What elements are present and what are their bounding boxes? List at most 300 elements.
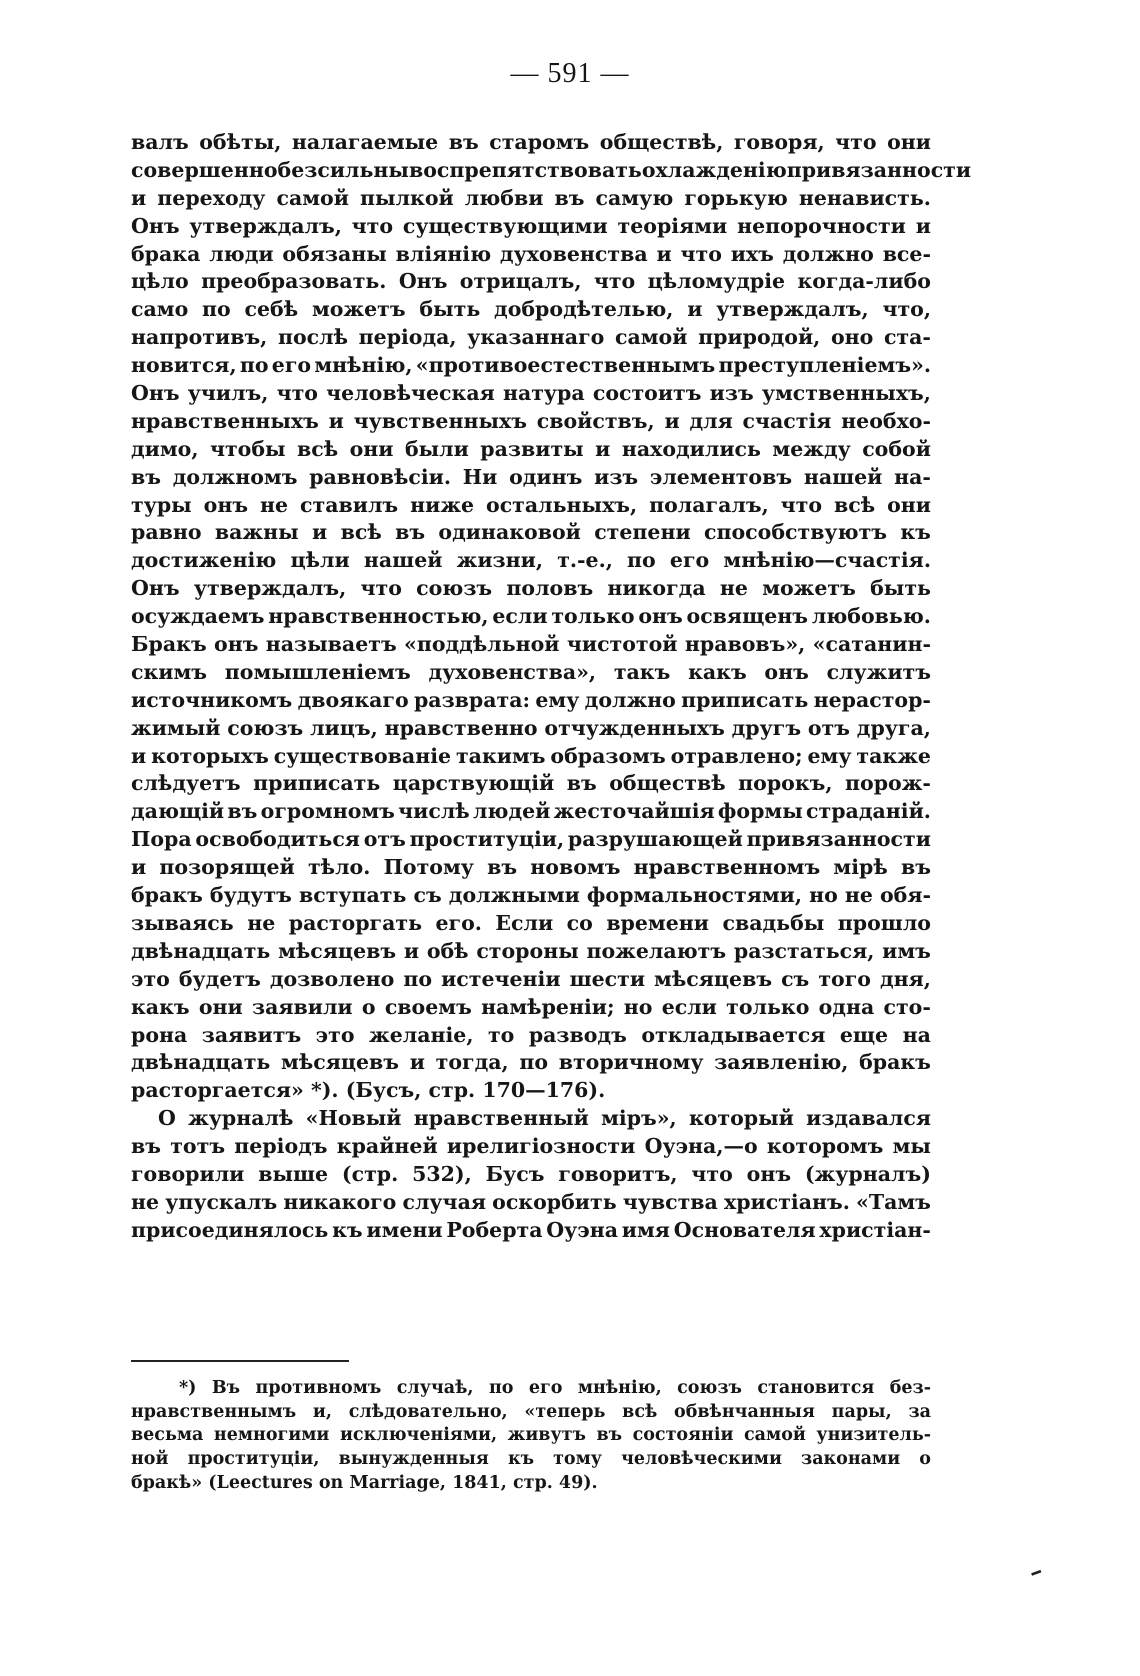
text-line [131,1078,931,1106]
word: помышленіемъ [224,659,411,684]
word: «поддѣльной [404,632,560,657]
word: скимъ [131,659,208,684]
word: желаніе, [369,1022,474,1047]
word: что [360,576,402,601]
word: образомъ [550,743,666,768]
word: обѣ [426,938,469,963]
word: мы [892,1134,931,1159]
word: on [318,1472,344,1493]
text-line [131,1134,931,1162]
word: откладывается [641,1022,826,1047]
word: двѣнадцать [131,1050,271,1075]
word: по [202,297,231,322]
word: ненависть. [798,185,931,210]
word: упускалъ [165,1189,278,1214]
word: отравлено; [670,743,803,768]
word: ста- [883,325,931,350]
word: (Leectures [208,1472,313,1493]
word: преобразовать. [201,269,387,294]
word: горькую [684,185,788,210]
text-line [131,604,931,632]
word: Оуэна,—о [644,1134,758,1159]
word: христіан- [819,1217,931,1242]
word: утверждалъ, [189,213,342,238]
word: что [680,241,722,266]
word: мнѣнію, [577,1378,662,1398]
word: заявитъ [201,1022,302,1047]
text-line [131,995,931,1023]
word: Онъ [131,576,180,601]
word: свадьбы [722,910,825,935]
word: приписать [253,771,381,796]
word: какъ [131,994,190,1019]
word: жесточайшія [553,799,715,824]
word: обязаны [282,241,387,266]
word: безсильны [277,157,409,182]
word: изъ [709,381,754,406]
word: по [403,966,433,991]
word: говорили [131,1161,245,1186]
text-line [131,716,931,744]
word: (журналъ) [804,1161,931,1186]
word: въ [131,464,161,489]
word: отъ [807,715,850,740]
word: любви [464,185,544,210]
word: въ [596,1425,623,1446]
word: но [623,994,653,1019]
word: періодъ [234,1134,328,1159]
word: и [656,241,672,266]
word: развиты [480,436,584,461]
word: мнѣнію—счастія. [723,548,931,573]
footnote-line [131,1402,931,1426]
word: старомъ [489,130,590,154]
word: нашей [803,464,883,489]
word: человѣческими [621,1449,782,1470]
word: только [551,604,635,629]
word: Роберта [446,1217,543,1242]
word: его [271,353,312,378]
word: нравовъ», [684,632,806,657]
word: и [131,743,147,768]
word: будутъ [209,883,292,908]
text-line [131,1050,931,1078]
text-line [131,827,931,855]
word: это [315,1022,355,1047]
word: мнѣнію, [314,353,413,378]
word: стр. [428,1078,476,1103]
word: страданій. [806,799,931,824]
word: обществѣ, [599,130,724,154]
word: любовью. [811,604,931,629]
word: лицъ, [310,715,378,740]
word: расторгать [288,910,423,935]
word: нравственно [384,715,538,740]
word: его [669,548,710,573]
word: онъ [764,659,809,684]
word: должно [782,241,874,266]
word: ниже [410,492,475,517]
word: шести [569,966,646,991]
word: это [131,966,170,991]
word: крайней [336,1134,438,1159]
word: стороны [476,938,579,963]
word: освященъ [686,604,809,629]
word: напротивъ, [131,325,268,350]
word: и [409,1050,425,1075]
word: союзъ [227,715,304,740]
word: въ [566,771,597,796]
word: весьма [131,1425,204,1446]
word: одинаковой [438,520,581,545]
word: ему [535,687,580,712]
word: не [260,492,289,517]
word: онъ [214,632,259,657]
word: на- [894,464,931,489]
text-line [131,409,931,437]
word: присоединялось [131,1217,329,1242]
word: зываясь [131,910,234,935]
word: формы [717,799,803,824]
word: что [276,381,318,406]
word: «Тамъ [856,1189,931,1214]
word: Бракъ [131,632,207,657]
word: цѣло [131,269,189,294]
word: состояніи [632,1425,734,1446]
word: нравственномъ [633,855,821,880]
word: которыхъ [151,743,269,768]
word: можетъ [311,297,406,322]
word: въ [487,855,518,880]
word: рона [131,1022,188,1047]
text-line [131,297,931,325]
word: быть [870,576,931,601]
word: между [772,436,851,461]
word: само [131,297,189,322]
word: въ [900,855,931,880]
word: бракъ [131,883,203,908]
word: другъ [731,715,802,740]
word: необхо- [841,408,931,433]
word: отъ [363,827,406,852]
word: заявили [252,994,353,1019]
word: и [131,185,147,210]
word: *) [179,1378,197,1398]
word: жимый [131,715,221,740]
word: ихъ [730,241,774,266]
word: димо, [131,436,199,461]
word: О [158,1106,176,1131]
word: можетъ [762,576,856,601]
word: царствующій [392,771,555,796]
word: заявленію, [714,1050,849,1075]
text-line [131,437,931,465]
word: самую [595,185,674,210]
word: и [915,213,931,238]
word: оно [830,325,874,350]
word: одинъ [509,464,583,489]
word: времени [606,910,709,935]
word: исключеніями, [339,1425,498,1446]
text-line [131,939,931,967]
word: имъ [882,938,931,963]
word: тотъ [170,1134,226,1159]
word: своемъ [384,994,472,1019]
word: разстаться, [733,938,875,963]
word: достиженію [131,548,277,573]
text-line [131,632,931,660]
footnote-line [131,1425,931,1449]
word: что [691,1161,733,1186]
word: Онъ [131,381,180,406]
word: Пора [131,827,192,852]
word: на [902,1022,931,1047]
word: находились [621,436,761,461]
footnote-divider [131,1360,349,1362]
word: бракѣ» [131,1472,203,1493]
word: элементовъ [649,464,793,489]
word: къ [507,1449,534,1470]
word: т.-е., [557,548,613,573]
word: чувства [622,1189,718,1214]
word: мѣсяцевъ [281,1050,400,1075]
word: нерастор- [813,687,931,712]
word: для [689,408,733,433]
word: Оуэна [546,1217,619,1242]
word: законами [801,1449,901,1470]
word: тому [553,1449,603,1470]
text-line [131,242,931,270]
word: цѣломудріе [647,269,786,294]
word: вторичному [558,1050,704,1075]
word: если [492,604,548,629]
word: равно [131,520,202,545]
word: Бусъ [485,1161,545,1186]
word: обѣты, [199,130,282,154]
word: въ [395,520,426,545]
word: самой [744,1425,806,1446]
ink-mark: ━ [1028,1562,1045,1584]
word: служитъ [826,659,931,684]
word: онъ [203,492,249,517]
word: онъ [746,1161,792,1186]
word: степени [594,520,691,545]
word: добродѣтелью, [494,297,674,322]
word: быть [419,297,481,322]
word: съ [781,966,810,991]
word: осуждаемъ [131,604,265,629]
word: не [719,576,748,601]
word: то [487,1022,515,1047]
word: разрушающей [567,827,743,852]
word: всѣ [622,1401,658,1422]
word: намѣреніи; [481,994,615,1019]
text-line [131,214,931,242]
word: половъ [506,576,594,601]
footnote [131,1378,931,1496]
word: Marriage, [349,1472,446,1493]
word: непорочности [737,213,906,238]
text-line [131,1190,931,1218]
word: имени [366,1217,443,1242]
text-line [131,660,931,688]
word: что [351,213,394,238]
word: охлажденію [641,157,787,182]
word: должномъ [172,464,298,489]
word: прошло [837,910,931,935]
word: къ [900,520,931,545]
word: его. [435,910,482,935]
word: со [566,910,593,935]
word: порокъ, [738,771,833,796]
word: говоритъ, [558,1161,678,1186]
word: всѣ [340,520,382,545]
word: огромномъ [260,799,395,824]
word: и [403,938,420,963]
word: его [528,1378,563,1398]
word: люди [209,241,274,266]
word: нашей [363,548,443,573]
word: тѣло. [307,855,371,880]
word: цѣли [290,548,350,573]
word: себѣ [244,297,299,322]
word: по [239,353,269,378]
word: (Бусъ, [345,1078,422,1103]
word: самой [276,185,349,210]
word: Основателя [673,1217,816,1242]
footnote-line [131,1449,931,1473]
word: счастія [742,408,832,433]
word: нравственнымъ [131,1401,297,1422]
word: за [908,1401,931,1422]
word: расторгается» [131,1078,304,1103]
word: обвѣнчанныя [674,1401,815,1422]
word: и [664,408,680,433]
word: 532), [412,1161,472,1186]
word: существующими [402,213,608,238]
word: вліянію [395,241,492,266]
word: истеченіи [441,966,561,991]
word: самой [614,325,688,350]
word: Потому [383,855,474,880]
word: они [349,436,394,461]
word: вступать [298,883,407,908]
word: должно [584,687,676,712]
word: валъ [131,130,189,154]
word: туры [131,492,192,517]
word: къ [332,1217,363,1242]
word: христіанъ. [723,1189,850,1214]
word: и [328,408,344,433]
word: чувственныхъ [353,408,527,433]
word: 1841, [452,1472,507,1493]
word: проституціи, [409,827,565,852]
word: слѣдуетъ [131,771,241,796]
word: новится, [131,353,237,378]
word: налагаемые [291,130,439,154]
word: о [361,994,376,1019]
word: что [593,269,636,294]
text-line [131,883,931,911]
word: чистотой [566,632,678,657]
word: формальностями, [586,883,803,908]
word: случая [402,1189,486,1214]
word: союзъ [416,576,493,601]
word: будетъ [178,966,261,991]
word: 170—176). [482,1078,606,1103]
text-line [131,186,931,214]
word: жизни, [456,548,543,573]
word: числѣ [398,799,470,824]
word: духовенства [499,241,648,266]
text-line [131,325,931,353]
word: и, [312,1401,332,1422]
word: мѣсяцевъ [654,966,773,991]
word: существованіе [273,743,452,768]
word: равновѣсіи. [309,464,451,489]
word: Если [495,910,554,935]
word: переходу [157,185,266,210]
word: изъ [594,464,639,489]
word: утверждалъ, [193,576,347,601]
word: того [818,966,871,991]
word: человѣческая [326,381,495,406]
text-line [131,1023,931,1051]
word: дня, [879,966,931,991]
word: нравственный [413,1106,589,1131]
word: собой [862,436,931,461]
word: всѣ [297,436,339,461]
word: выше [258,1161,329,1186]
footnote-line [131,1473,931,1497]
text-line [131,771,931,799]
word: когда-либо [797,269,931,294]
word: *). [310,1078,339,1103]
word: свойствъ, [536,408,655,433]
word: міръ», [601,1106,677,1131]
word: чтобы [209,436,286,461]
word: дозволено [269,966,395,991]
word: Онъ [398,269,448,294]
word: обя- [879,883,931,908]
word: что [835,130,877,154]
word: нравственностью, [268,604,489,629]
word: и [312,520,328,545]
word: говоря, [733,130,825,154]
word: они [887,492,931,517]
word: одна [818,994,875,1019]
word: противномъ [255,1378,382,1398]
text-line [131,353,931,381]
word: дающій [131,799,225,824]
word: отрицалъ, [459,269,582,294]
word: тогда, [435,1050,509,1075]
word: издавался [806,1106,931,1131]
word: періода, [358,325,457,350]
word: еще [839,1022,889,1047]
word: онъ [638,604,683,629]
word: не [131,1189,160,1214]
word: также [856,743,931,768]
word: какъ [688,659,747,684]
word: который [688,1106,794,1131]
word: духовенства», [428,659,597,684]
word: вынужденныя [338,1449,489,1470]
text-line [131,1162,931,1190]
text-line [131,576,931,604]
word: привязанности [746,827,931,852]
word: указаннаго [467,325,605,350]
